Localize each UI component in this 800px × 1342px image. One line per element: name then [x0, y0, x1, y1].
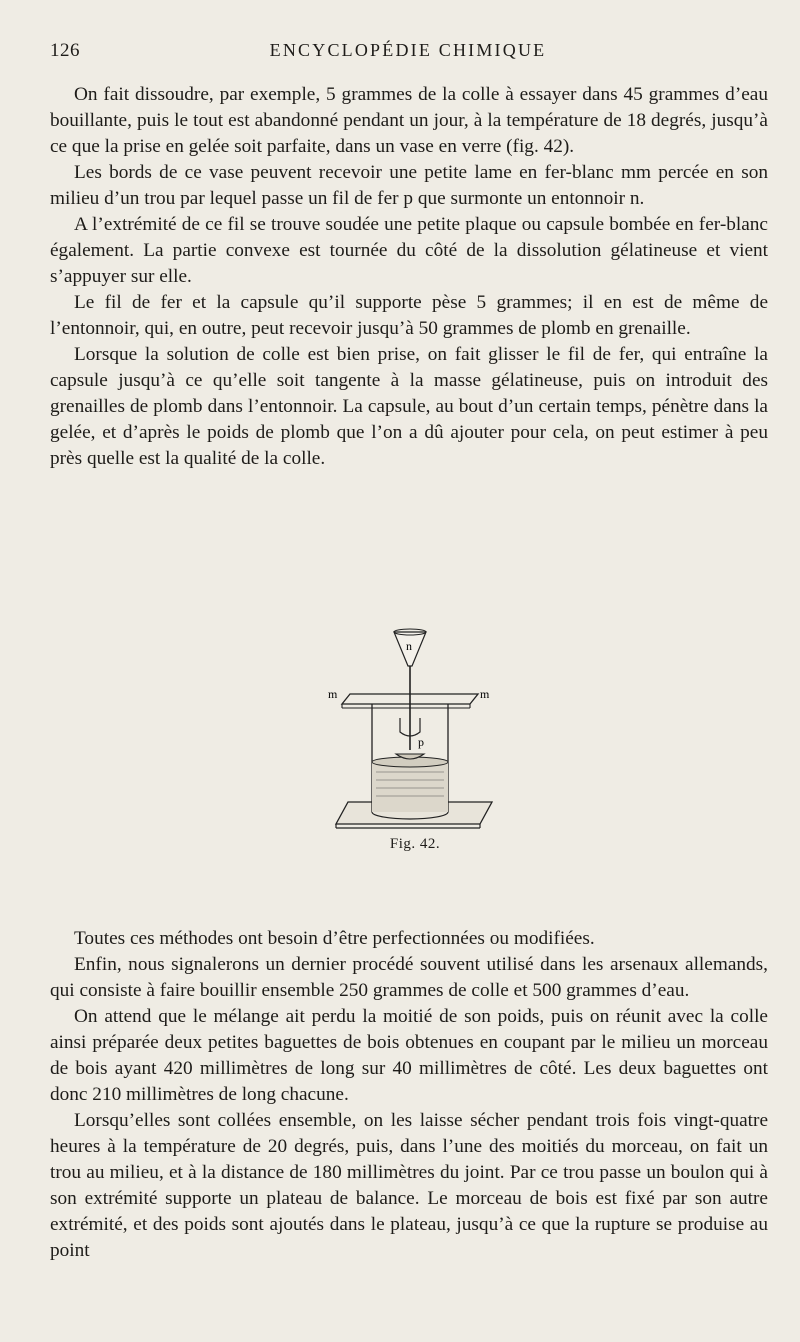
- label-m-right: m: [480, 687, 490, 701]
- paragraph: On attend que le mélange ait perdu la moitié de son poids, puis on réunit avec la colle ainsi préparée deux petites baguettes de bois obtenues en coupant par le milieu un morceau de bois ayant 420 millimètres de long sur 40 millimètres de côté. Les deux baguettes ont donc 210 millimètres de long chacune.: [50, 1006, 768, 1105]
- label-p: p: [418, 735, 424, 749]
- paragraph: Lorsque la solution de colle est bien prise, on fait glisser le fil de fer, qui entraîne la capsule jusqu’à ce qu’elle soit tangente à la masse gélatineuse, puis on introduit des grenailles de plomb dans l’entonnoir. La capsule, au bout d’un certain temps, pénètre dans la gelée, et d’après le poids de plomb que l’on a dû ajouter pour cela, on peut estimer à peu près quelle est la qualité de la colle.: [50, 344, 768, 469]
- page-number: 126: [50, 40, 80, 61]
- paragraph: Le fil de fer et la capsule qu’il supporte pèse 5 grammes; il en est de même de l’entonnoir, qui, en outre, peut recevoir jusqu’à 50 grammes de plomb en grenaille.: [50, 292, 768, 339]
- paragraph: Les bords de ce vase peuvent recevoir une petite lame en fer-blanc mm percée en son milieu d’un trou par lequel passe un fil de fer p que surmonte un entonnoir n.: [50, 162, 768, 209]
- running-title: ENCYCLOPÉDIE CHIMIQUE: [269, 40, 547, 60]
- label-m-left: m: [328, 687, 338, 701]
- apparatus-illustration: [330, 622, 500, 832]
- paragraph: Lorsqu’elles sont collées ensemble, on les laisse sécher pendant trois fois vingt-quatre heures à la température de 20 degrés, puis, dans l’une des moitiés du morceau, on fait un trou au milieu, et à la distance de 180 millimètres du joint. Par ce trou passe un boulon qui à son extrémité supporte un plateau de balance. Le morceau de bois est fixé par son autre extrémité, et des poids sont ajoutés dans le plateau, jusqu’à ce que la rupture se produise au point: [50, 1110, 768, 1261]
- paragraph: A l’extrémité de ce fil se trouve soudée une petite plaque ou capsule bombée en fer-blanc également. La partie convexe est tournée du côté de la dissolution gélatineuse et vient s’appuyer sur elle.: [50, 214, 768, 287]
- label-n: n: [406, 639, 412, 653]
- text-block-bottom: [50, 926, 768, 1264]
- paragraph: Enfin, nous signalerons un dernier procédé souvent utilisé dans les arsenaux allemands, qui consiste à faire bouillir ensemble 250 grammes de colle et 500 grammes d’eau.: [50, 954, 768, 1001]
- text-block-top: [50, 82, 768, 472]
- figure-42-gelatin-apparatus: [330, 622, 500, 862]
- paragraph: On fait dissoudre, par exemple, 5 grammes de la colle à essayer dans 45 grammes d’eau bouillante, puis le tout est abandonné pendant un jour, à la température de 18 degrés, jusqu’à ce que la prise en gelée soit parfaite, dans un vase en verre (fig. 42).: [50, 84, 768, 157]
- page-header: [50, 40, 766, 64]
- paragraph: Toutes ces méthodes ont besoin d’être perfectionnées ou modifiées.: [74, 928, 595, 949]
- figure-caption: Fig. 42.: [389, 836, 441, 852]
